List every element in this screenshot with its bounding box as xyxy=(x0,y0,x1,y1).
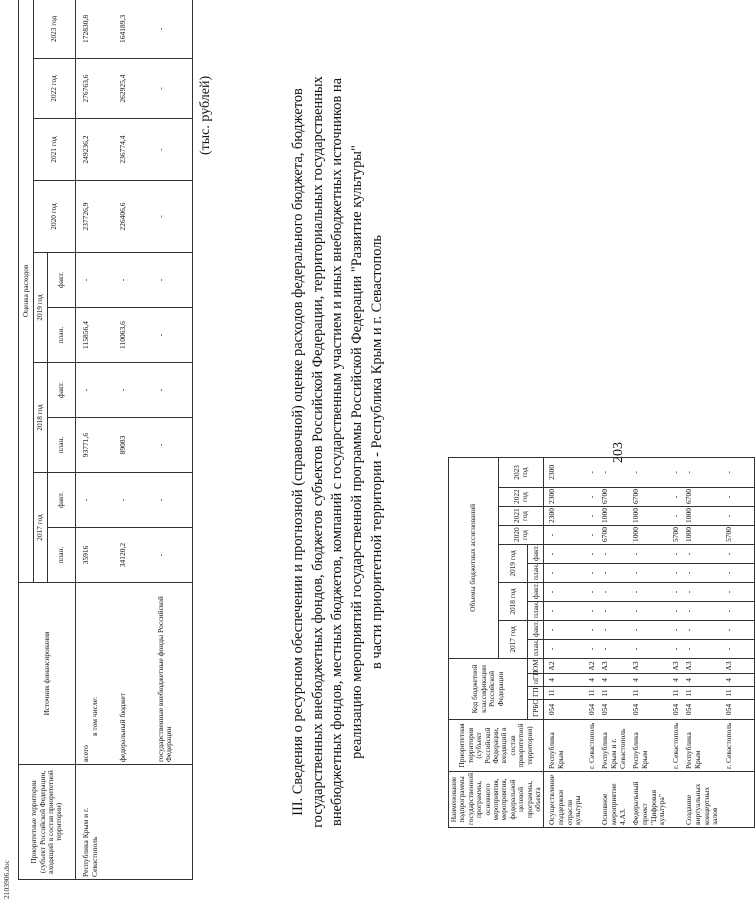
table-row xyxy=(151,0,193,880)
t2-header-plan-2017: план. xyxy=(48,528,76,583)
row-code-pgp: 4 xyxy=(668,674,682,687)
row-value: 172830,8 xyxy=(76,0,114,59)
row-value: - xyxy=(151,308,193,363)
row-value: - xyxy=(584,563,598,582)
row-code-gp: 11 xyxy=(544,687,584,700)
row-value: - xyxy=(721,601,735,620)
row-value: 1000 xyxy=(681,506,721,525)
document-code: 2103906.doc xyxy=(2,860,11,899)
row-value: - xyxy=(544,582,584,601)
row-territory: г. Севастополь xyxy=(668,720,682,772)
row-value: - xyxy=(681,639,721,658)
row-territory: г. Севастополь xyxy=(721,720,735,772)
row-value: - xyxy=(151,418,193,473)
t1-header-plan-2019: план. xyxy=(528,563,544,582)
empty-cell xyxy=(735,601,755,620)
row-source-label: государственные внебюджетные фонды Российской Федерации xyxy=(155,596,174,762)
row-value: - xyxy=(721,544,735,563)
row-code-grbs: 054 xyxy=(584,700,598,720)
row-value: 262925,4 xyxy=(113,59,151,119)
row-value: 93771,6 xyxy=(76,418,114,473)
table-row xyxy=(76,0,114,880)
row-value: - xyxy=(721,563,735,582)
row-value: - xyxy=(628,582,668,601)
row-source-label: федеральный бюджет xyxy=(118,692,128,762)
empty-cell xyxy=(735,674,755,687)
t2-header-fact-2017: факт. xyxy=(48,473,76,528)
row-value: - xyxy=(628,639,668,658)
t2-header-2018: 2018 год xyxy=(34,363,48,473)
row-value: - xyxy=(584,620,598,639)
t1-header-pgp: пГП xyxy=(528,674,544,687)
row-value: - xyxy=(681,457,721,487)
t1-header-fact-2019: факт. xyxy=(528,544,544,563)
row-code-pgp: 4 xyxy=(584,674,598,687)
row-value: - xyxy=(544,639,584,658)
row-value: - xyxy=(681,563,721,582)
row-source-sub: в том числе: xyxy=(89,696,99,736)
row-value: - xyxy=(597,620,628,639)
table-row xyxy=(681,457,721,827)
row-value: - xyxy=(151,363,193,418)
row-source xyxy=(113,583,151,765)
row-name: Осуществление поддержки отрасли культуры xyxy=(544,772,584,828)
row-code-gp: 11 xyxy=(668,687,682,700)
empty-cell xyxy=(735,620,755,639)
row-value: - xyxy=(584,582,598,601)
t2-header-estimate: Оценка расходов xyxy=(19,0,34,583)
row-value: - xyxy=(681,582,721,601)
row-value: - xyxy=(681,601,721,620)
t1-header-volumes: Объемы бюджетных ассигнований xyxy=(449,457,499,658)
row-value: 1000 xyxy=(628,525,668,544)
row-value: 2300 xyxy=(544,487,584,506)
empty-cell xyxy=(735,700,755,720)
row-value: - xyxy=(544,601,584,620)
row-name xyxy=(721,772,735,828)
row-value: - xyxy=(76,363,114,418)
row-value: - xyxy=(628,601,668,620)
row-value: 6700 xyxy=(597,525,628,544)
row-value: - xyxy=(628,620,668,639)
row-territory: г. Севастополь xyxy=(584,720,598,772)
t2-header-plan-2019: план. xyxy=(48,308,76,363)
row-value: 1000 xyxy=(628,506,668,525)
row-value: - xyxy=(151,0,193,59)
t1-header-budget-code: Код бюджетной классификации Российской Федерации xyxy=(449,658,528,719)
section-title-line-1: III. Сведения о ресурсном обеспечении и прогнозной (справочной) оценке расходов федерального бюджета, бюджетов xyxy=(290,88,306,816)
row-code-om: А3 xyxy=(681,658,721,673)
row-value: - xyxy=(721,620,735,639)
row-value: - xyxy=(584,525,598,544)
section-title xyxy=(289,27,388,877)
row-value: - xyxy=(668,544,682,563)
empty-cell xyxy=(735,772,755,828)
empty-cell xyxy=(735,563,755,582)
t2-header-source: Источник финансирования xyxy=(19,583,76,765)
row-value: - xyxy=(584,506,598,525)
empty-cell xyxy=(735,544,755,563)
row-value: 6700 xyxy=(597,487,628,506)
row-value: 2300 xyxy=(544,506,584,525)
row-code-pgp: 4 xyxy=(544,674,584,687)
row-value: 237726,9 xyxy=(76,181,114,253)
row-value: - xyxy=(113,253,151,308)
row-value: - xyxy=(668,639,682,658)
t1-header-fact-2017: факт. xyxy=(528,620,544,639)
t1-header-2022: 2022 год xyxy=(499,487,544,506)
t2-header-plan-2018: план. xyxy=(48,418,76,473)
row-value: - xyxy=(151,59,193,119)
empty-cell xyxy=(735,582,755,601)
empty-cell xyxy=(735,506,755,525)
row-code-grbs: 054 xyxy=(628,700,668,720)
row-value: - xyxy=(584,544,598,563)
empty-cell xyxy=(735,658,755,673)
row-name xyxy=(584,772,598,828)
table-row xyxy=(721,457,735,827)
t2-header-2022: 2022 год xyxy=(34,59,76,119)
row-value: - xyxy=(151,119,193,181)
t2-header-2023: 2023 год xyxy=(34,0,76,59)
row-code-gp: 11 xyxy=(597,687,628,700)
row-name xyxy=(668,772,682,828)
t1-header-name: Наименование подпрограммы государственной программы, основного мероприятия, мероприятия, федеральной целевой программы, объекта xyxy=(449,772,544,828)
row-value: - xyxy=(544,620,584,639)
table-row xyxy=(544,457,584,827)
row-territory: Республика Крым xyxy=(544,720,584,772)
row-value: - xyxy=(76,473,114,528)
row-code-grbs: 054 xyxy=(597,700,628,720)
row-code-grbs: 054 xyxy=(668,700,682,720)
expense-estimate-table xyxy=(18,0,193,880)
row-territory: Республика Крым и г. Севастополь xyxy=(76,765,193,880)
t1-header-om: ОМ xyxy=(528,658,544,673)
row-value: 5700 xyxy=(668,525,682,544)
row-value: 164189,3 xyxy=(113,0,151,59)
row-value: - xyxy=(544,563,584,582)
table-row xyxy=(597,457,628,827)
t1-header-grbs: ГРБС xyxy=(528,700,544,720)
row-value: - xyxy=(544,525,584,544)
t1-header-2021: 2021 год xyxy=(499,506,544,525)
row-value: - xyxy=(668,487,682,506)
row-value: 6700 xyxy=(628,487,668,506)
row-value: 226406,6 xyxy=(113,181,151,253)
t1-header-2017: 2017 год xyxy=(499,620,528,658)
row-source xyxy=(76,583,114,765)
section-title-line-2: государственных внебюджетных фондов, бюджетов субъектов Российской Федерации, территориальных государственных xyxy=(309,76,326,828)
row-value: - xyxy=(151,528,193,583)
row-value: - xyxy=(668,563,682,582)
row-value: 115856,4 xyxy=(76,308,114,363)
row-value: - xyxy=(721,639,735,658)
t2-header-2020: 2020 год xyxy=(34,181,76,253)
row-value: - xyxy=(681,620,721,639)
section-title-line-4: реализацию мероприятий государственной программы Российской Федерации "Развитие культуры" xyxy=(349,145,366,759)
row-value: - xyxy=(151,181,193,253)
row-code-gp: 11 xyxy=(681,687,721,700)
row-value: - xyxy=(721,487,735,506)
row-value: - xyxy=(113,363,151,418)
units-label: (тыс. рублей) xyxy=(198,75,213,155)
budget-allocations-table xyxy=(448,457,755,828)
row-value: - xyxy=(584,639,598,658)
row-code-om: А3 xyxy=(668,658,682,673)
row-code-pgp: 4 xyxy=(628,674,668,687)
empty-cell xyxy=(735,720,755,772)
row-territory: Республика Крым и г. Севастополь xyxy=(597,720,628,772)
t1-header-plan-2018: план. xyxy=(528,601,544,620)
row-code-om: А3 xyxy=(721,658,735,673)
row-value: 249236,2 xyxy=(76,119,114,181)
t1-header-plan-2017: план. xyxy=(528,639,544,658)
table-row xyxy=(628,457,668,827)
row-name: Основное мероприятие 4.А3. xyxy=(597,772,628,828)
row-value: - xyxy=(151,253,193,308)
row-code-pgp: 4 xyxy=(721,674,735,687)
empty-cell xyxy=(735,487,755,506)
t2-header-2021: 2021 год xyxy=(34,119,76,181)
row-value: - xyxy=(584,457,598,487)
empty-cell xyxy=(735,687,755,700)
row-value: 34120,2 xyxy=(113,528,151,583)
row-value: - xyxy=(628,544,668,563)
empty-cell xyxy=(735,639,755,658)
row-code-grbs: 054 xyxy=(544,700,584,720)
row-code-pgp: 4 xyxy=(681,674,721,687)
row-source-label: всего xyxy=(81,745,90,762)
row-value: - xyxy=(597,563,628,582)
row-value: - xyxy=(584,601,598,620)
t1-header-2020: 2020 год xyxy=(499,525,544,544)
row-value: 1000 xyxy=(681,525,721,544)
row-value: - xyxy=(597,582,628,601)
t2-header-territory: Приоритетные территории (субъект Российской Федерации, входящий в состав приоритетной территории) xyxy=(19,765,76,880)
page-number: 203 xyxy=(611,442,626,463)
row-value: - xyxy=(721,457,735,487)
row-value: - xyxy=(628,457,668,487)
t1-header-gp: ГП xyxy=(528,687,544,700)
row-code-om: А2 xyxy=(544,658,584,673)
row-value: - xyxy=(584,487,598,506)
row-value: - xyxy=(721,582,735,601)
t1-header-territory: Приоритетная территория (субъект Российской Федерации, входящий в состав приоритетной территории) xyxy=(449,720,544,772)
row-value: - xyxy=(668,620,682,639)
row-territory: Республика Крым xyxy=(628,720,668,772)
row-value: 5700 xyxy=(721,525,735,544)
row-code-gp: 11 xyxy=(628,687,668,700)
row-code-grbs: 054 xyxy=(721,700,735,720)
row-value: 89083 xyxy=(113,418,151,473)
row-value: - xyxy=(668,457,682,487)
section-title-line-3: внебюджетных фондов, местных бюджетов, компаний с государственным участием и иных внебюджетных источников на xyxy=(329,78,346,826)
table-row xyxy=(668,457,682,827)
t2-header-2019: 2019 год xyxy=(34,253,48,363)
row-value: 1000 xyxy=(597,506,628,525)
row-value: 276763,6 xyxy=(76,59,114,119)
table-row xyxy=(113,0,151,880)
t1-header-fact-2018: факт. xyxy=(528,582,544,601)
row-value: 2300 xyxy=(544,457,584,487)
row-value: - xyxy=(151,473,193,528)
empty-cell xyxy=(735,525,755,544)
row-value: - xyxy=(597,639,628,658)
row-code-om: А3 xyxy=(597,658,628,673)
row-value: - xyxy=(628,563,668,582)
row-value: - xyxy=(668,582,682,601)
row-value: 6700 xyxy=(681,487,721,506)
table-row xyxy=(584,457,598,827)
row-value: 236774,4 xyxy=(113,119,151,181)
row-name: Федеральный проект "Цифровая культура" xyxy=(628,772,668,828)
row-code-gp: 11 xyxy=(584,687,598,700)
row-value: - xyxy=(597,601,628,620)
row-name: Создание виртуальных концертных залов xyxy=(681,772,721,828)
row-value: - xyxy=(76,253,114,308)
row-value: - xyxy=(668,601,682,620)
row-value: - xyxy=(721,506,735,525)
row-code-om: А2 xyxy=(584,658,598,673)
row-code-grbs: 054 xyxy=(681,700,721,720)
row-code-om: А3 xyxy=(628,658,668,673)
t1-header-2018: 2018 год xyxy=(499,582,528,620)
row-value: - xyxy=(597,544,628,563)
row-territory: Республика Крым xyxy=(681,720,721,772)
t1-header-2023: 2023 год xyxy=(499,457,544,487)
t2-header-fact-2018: факт. xyxy=(48,363,76,418)
row-source xyxy=(151,583,193,765)
row-value: - xyxy=(544,544,584,563)
row-code-gp: 11 xyxy=(721,687,735,700)
section-title-line-5: в части приоритетной территории - Республика Крым и г. Севастополь xyxy=(368,235,385,669)
t2-header-2017: 2017 год xyxy=(34,473,48,583)
row-value: - xyxy=(681,544,721,563)
row-value: 110063,6 xyxy=(113,308,151,363)
t2-header-fact-2019: факт. xyxy=(48,253,76,308)
t1-header-2019: 2019 год xyxy=(499,544,528,582)
empty-cell xyxy=(735,457,755,487)
table-spacer-row xyxy=(735,457,755,827)
row-value: - xyxy=(597,457,628,487)
row-value: 35916 xyxy=(76,528,114,583)
row-code-pgp: 4 xyxy=(597,674,628,687)
row-value: - xyxy=(668,506,682,525)
row-value: - xyxy=(113,473,151,528)
